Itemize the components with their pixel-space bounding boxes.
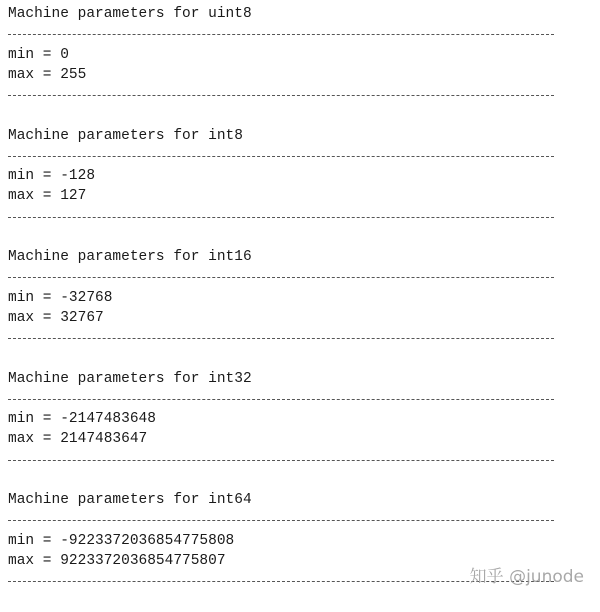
max-value-line: max = 255 xyxy=(8,66,87,83)
dashed-separator xyxy=(8,85,568,105)
block-title: Machine parameters for int16 xyxy=(8,249,252,265)
param-block-int16 xyxy=(8,247,568,369)
watermark: 知乎 @junode xyxy=(469,567,584,587)
min-value-line: min = -32768 xyxy=(8,289,113,306)
param-block-int8 xyxy=(8,126,568,248)
dashed-separator xyxy=(8,207,568,227)
dashed-separator xyxy=(8,267,568,287)
block-title: Machine parameters for int32 xyxy=(8,370,252,387)
param-block-int32 xyxy=(8,369,568,491)
max-value-line: max = 127 xyxy=(8,188,87,205)
param-block-uint8 xyxy=(8,4,568,126)
dashed-separator xyxy=(8,24,568,44)
console-output xyxy=(8,4,568,612)
dashed-separator xyxy=(8,389,568,409)
block-title: Machine parameters for uint8 xyxy=(8,6,252,22)
min-value-line: min = -128 xyxy=(8,168,96,184)
dashed-separator xyxy=(8,146,568,166)
dashed-separator xyxy=(8,510,568,530)
dashed-separator xyxy=(8,328,568,348)
min-value-line: min = -2147483648 xyxy=(8,411,156,427)
max-value-line: max = 32767 xyxy=(8,309,104,326)
param-block-int64 xyxy=(8,490,568,612)
dashed-separator xyxy=(8,450,568,470)
block-title: Machine parameters for int64 xyxy=(8,492,252,508)
min-value-line: min = 0 xyxy=(8,46,69,63)
block-title: Machine parameters for int8 xyxy=(8,127,243,144)
min-value-line: min = -9223372036854775808 xyxy=(8,532,235,549)
max-value-line: max = 9223372036854775807 xyxy=(8,552,226,569)
max-value-line: max = 2147483647 xyxy=(8,431,148,448)
